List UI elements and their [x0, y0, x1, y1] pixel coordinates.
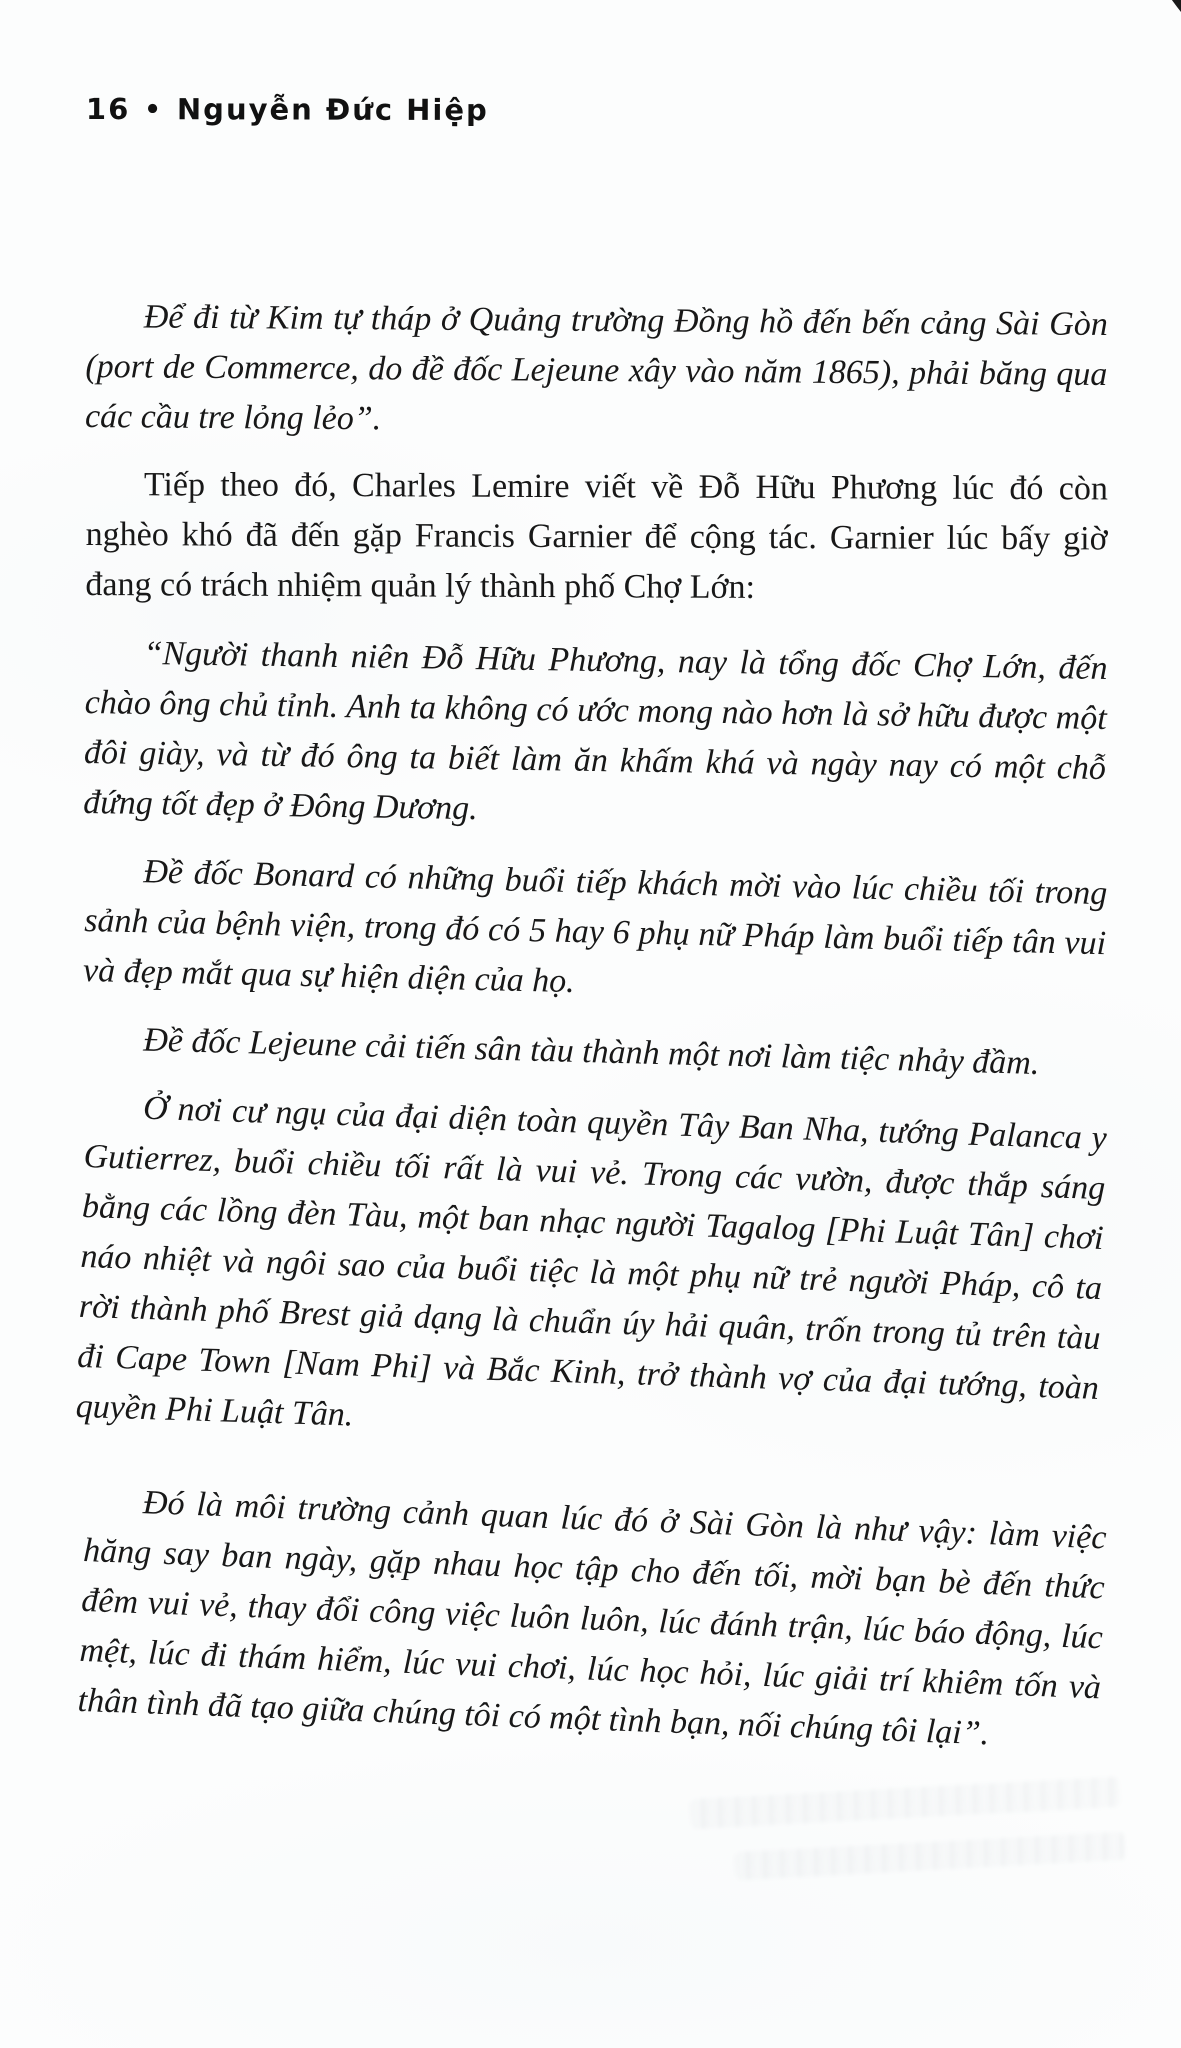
author-name: Nguyễn Đức Hiệp	[176, 92, 489, 128]
paragraph-quote-3: Đề đốc Bonard có những buổi tiếp khách mời vào lúc chiều tối trong sảnh của bệnh viện, trong đó có 5 hay 6 phụ nữ Pháp làm buổi tiếp tân vui và đẹp mắt qua sự hiện diện của họ.	[82, 853, 1108, 1001]
paragraph-quote-6: Đó là môi trường cảnh quan lúc đó ở Sài Gòn là như vậy: làm việc hăng say ban ngày, gặp nhau học tập cho đến tối, mời bạn bè đến thức đêm vui vẻ, thay đổi công việc luôn luôn, lúc đánh trận, lúc báo động, lúc mệt, lúc đi thám hiểm, lúc vui chơi, lúc học hỏi, lúc giải trí khiêm tốn và thân tình đã tạo giữa chúng tôi có một tình bạn, nối chúng tôi lại”.	[77, 1484, 1108, 1753]
show-through-smudge	[735, 1832, 1126, 1880]
paragraph-narrative: Tiếp theo đó, Charles Lemire viết về Đỗ Hữu Phương lúc đó còn nghèo khó đã đến gặp Francis Garnier để cộng tác. Garnier lúc bấy giờ đang có trách nhiệm quản lý thành phố Chợ Lớn:	[85, 466, 1108, 606]
paragraph-quote-4: Đề đốc Lejeune cải tiến sân tàu thành một nơi làm tiệc nhảy đầm.	[142, 1021, 1040, 1082]
paragraph-quote-2: “Người thanh niên Đỗ Hữu Phương, nay là tổng đốc Chợ Lớn, đến chào ông chủ tỉnh. Anh ta không có ước mong nào hơn là sở hữu được một đôi giày, và từ đó ông ta biết làm ăn khấm khá và ngày nay có một chỗ đứng tốt đẹp ở Đông Dương.	[82, 634, 1108, 828]
show-through-smudge	[690, 1777, 1121, 1829]
body-text	[75, 292, 1108, 1753]
paragraph-quote-1: Để đi từ Kim tự tháp ở Quảng trường Đồng hồ đến bến cảng Sài Gòn (port de Commerce, do đề đốc Lejeune xây vào năm 1865), phải băng qua các cầu tre lỏng lẻo”.	[84, 298, 1108, 438]
bullet-separator-icon: •	[144, 95, 163, 126]
scan-corner-mark	[1167, 0, 1181, 12]
running-head	[86, 92, 489, 127]
paragraph-quote-5: Ở nơi cư ngụ của đại diện toàn quyền Tây Ban Nha, tướng Palanca y Gutierrez, buổi chiều tối rất là vui vẻ. Trong các vườn, được thắp sáng bằng các lồng đèn Tàu, một ban nhạc người Tagalog [Phi Luật Tân] chơi náo nhiệt và ngôi sao của buổi tiệc là một phụ nữ trẻ người Pháp, cô ta rời thành phố Brest giả dạng là chuẩn úy hải quân, trốn trong tủ trên tàu đi Cape Town [Nam Phi] và Bắc Kinh, trở thành vợ của đại tướng, toàn quyền Phi Luật Tân.	[75, 1089, 1108, 1434]
page-number: 16	[85, 92, 131, 127]
